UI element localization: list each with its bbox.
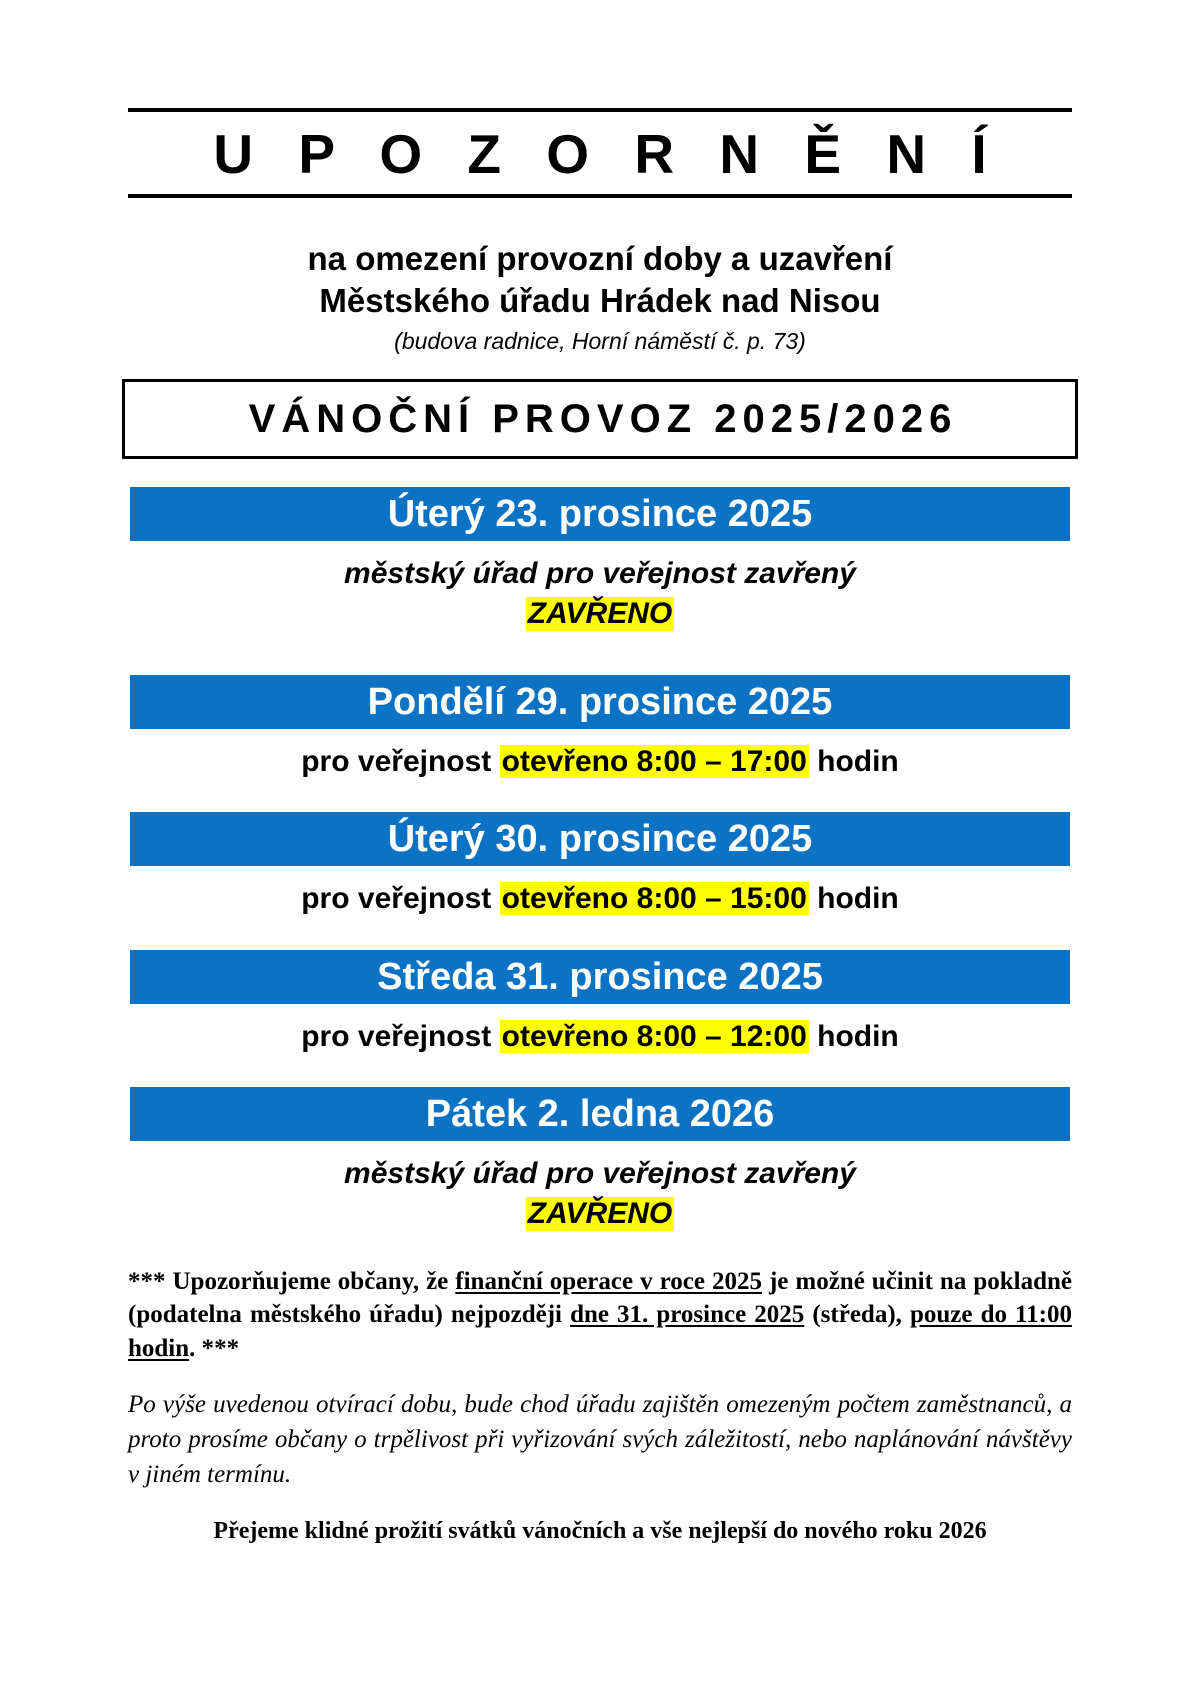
status-badge-closed: ZAVŘENO (527, 596, 673, 630)
cash-deadline-notice (128, 1265, 1072, 1366)
day-status-prefix: pro veřejnost (301, 1019, 500, 1053)
spacer (0, 631, 1200, 675)
day-status (130, 880, 1070, 918)
day-status-prefix: pro veřejnost (301, 882, 500, 916)
notice-underline-1: finanční operace v roce 2025 (455, 1267, 762, 1295)
day-status-line (130, 1018, 1070, 1056)
day-status (130, 1018, 1070, 1056)
spacer (0, 1055, 1200, 1087)
day-status-suffix: hodin (808, 882, 899, 916)
day-block (0, 675, 1200, 781)
day-date-bar (130, 812, 1070, 866)
day-block (0, 1087, 1200, 1231)
subtitle-line-1: na omezení provozní doby a uzavření (307, 239, 893, 277)
day-date-label: Pondělí 29. prosince 2025 (367, 680, 833, 723)
day-status-line (130, 880, 1070, 918)
day-date-label: Středa 31. prosince 2025 (377, 955, 823, 998)
day-status (130, 555, 1070, 631)
status-badge-hours: otevřeno 8:00 – 12:00 (501, 1019, 807, 1053)
closing-wish: Přejeme klidné prožití svátků vánočních a vše nejlepší do nového roku 2026 (213, 1518, 987, 1545)
notice-text-1: *** Upozorňujeme občany, že (128, 1267, 456, 1295)
day-date-bar (130, 1087, 1070, 1141)
day-status-line: městský úřad pro veřejnost zavřený (344, 557, 856, 591)
day-block (0, 950, 1200, 1056)
subtitle-line-2: Městského úřadu Hrádek nad Nisou (319, 281, 881, 319)
staffing-paragraph: Po výše uvedenou otvírací dobu, bude chod úřadu zajištěn omezeným počtem zaměstnanců, a proto prosíme občany o trpělivost při vyřizování svých záležitostí, nebo naplánování návštěvy v jiném termínu. (128, 1391, 1072, 1489)
status-badge-closed: ZAVŘENO (527, 1196, 673, 1230)
season-banner-title: VÁNOČNÍ PROVOZ 2025/2026 (248, 396, 958, 441)
day-date-label: Úterý 30. prosince 2025 (387, 818, 813, 861)
notice-underline-2: dne 31. prosince 2025 (570, 1301, 805, 1329)
notice-text-4: . *** (189, 1334, 240, 1362)
day-status-suffix: hodin (808, 744, 899, 778)
spacer (0, 780, 1200, 812)
notice-underline-3: pouze do 11:00 hodin (128, 1301, 1073, 1362)
day-date-bar (130, 675, 1070, 729)
status-badge-hours: otevřeno 8:00 – 17:00 (501, 744, 807, 778)
day-status (130, 1155, 1070, 1231)
title-block (128, 108, 1072, 198)
notice-text-2: je možné učinit na pokladně (podatelna městského úřadu) nejpozději (128, 1267, 1072, 1329)
subtitle (150, 238, 1050, 322)
notice-text-3: (středa), (804, 1301, 910, 1329)
day-status-prefix: pro veřejnost (301, 744, 500, 778)
day-date-label: Pátek 2. ledna 2026 (425, 1093, 775, 1136)
page-title: U P O Z O R N Ě N Í (213, 123, 1002, 185)
day-status-line: městský úřad pro veřejnost zavřený (344, 1157, 856, 1191)
day-date-bar (130, 487, 1070, 541)
day-date-bar (130, 950, 1070, 1004)
day-status-line (130, 743, 1070, 781)
day-date-label: Úterý 23. prosince 2025 (387, 493, 813, 536)
day-block (0, 812, 1200, 918)
day-block (0, 487, 1200, 631)
day-list (0, 487, 1200, 1231)
spacer (0, 918, 1200, 950)
day-status (130, 743, 1070, 781)
season-banner-box (122, 379, 1078, 459)
subtitle-address-note: (budova radnice, Horní náměstí č. p. 73) (394, 328, 806, 355)
status-badge-hours: otevřeno 8:00 – 15:00 (501, 882, 807, 916)
day-status-suffix: hodin (808, 1019, 899, 1053)
